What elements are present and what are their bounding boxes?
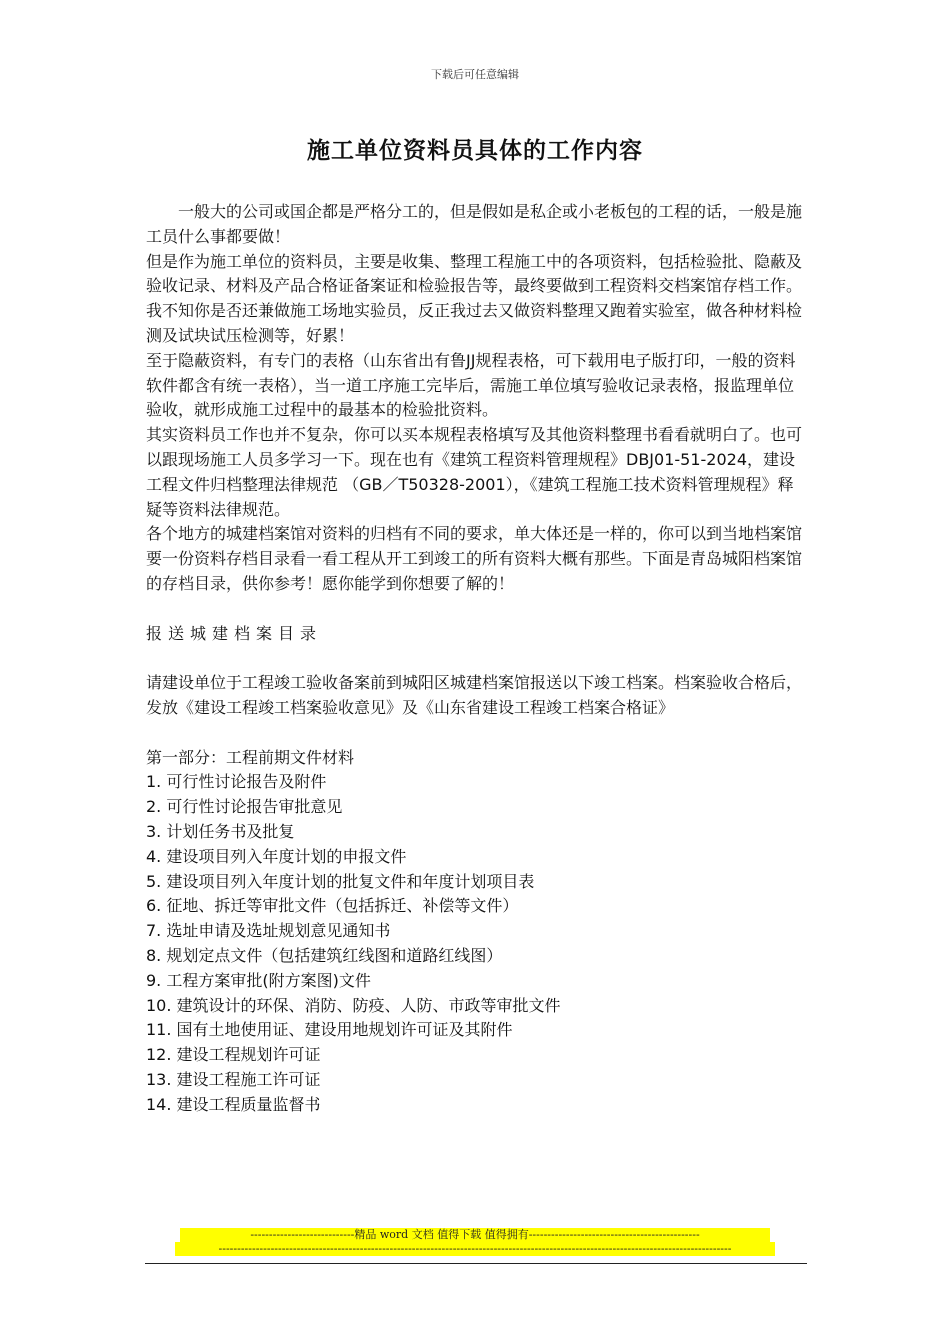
list-item: 13. 建设工程施工许可证 [146,1069,321,1089]
paragraph-6: 各个地方的城建档案馆对资料的归档有不同的要求，单大体还是一样的，你可以到当地档案馆要一份资料存档目录看一看工程从开工到竣工的所有资料大概有那些。下面是青岛城阳档案馆的存档目录，供你参考！愿你能学到你想要了解的！ [146,524,803,593]
section-heading: 报送城建档案目录 [146,623,323,643]
list-item: 2. 可行性讨论报告审批意见 [146,797,343,817]
part-heading: 第一部分：工程前期文件材料 [146,747,355,767]
paragraph-1: 一般大的公司或国企都是严格分工的，但是假如是私企或小老板包的工程的话，一般是施工员什么事都要做！ [146,202,803,246]
list-item: 10. 建筑设计的环保、消防、防疫、人防、市政等审批文件 [146,995,561,1015]
paragraph-2: 但是作为施工单位的资料员，主要是收集、整理工程施工中的各项资料，包括检验批、隐蔽及验收记录、材料及产品合格证备案证和检验报告等，最终要做到工程资料交档案馆存档工作。 [146,251,803,296]
list-item: 14. 建设工程质量监督书 [146,1094,321,1114]
footer-line-2: ------------------------------------------------------------------------------------------------------------------------------------------ [175,1242,775,1256]
list-item: 8. 规划定点文件（包括建筑红线图和道路红线图） [146,945,503,965]
footer-line-1: ----------------------------精品 word 文档 值得下载 值得拥有---------------------------------------------- [180,1228,770,1242]
list-item: 3. 计划任务书及批复 [146,821,295,841]
list-item: 11. 国有土地使用证、建设用地规划许可证及其附件 [146,1020,513,1040]
paragraph-5: 其实资料员工作也并不复杂，你可以买本规程表格填写及其他资料整理书看看就明白了。也可以跟现场施工人员多学习一下。现在也有《建筑工程资料管理规程》DBJ01-51-2024，建设工程文件归档整理法律规范 （GB／T50328-2001），《建筑工程施工技术资料管理规程》释疑等资料法律规范。 [146,425,803,519]
paragraph-4: 至于隐蔽资料，有专门的表格（山东省出有鲁JJ规程表格，可下载用电子版打印，一般的资料软件都含有统一表格），当一道工序施工完毕后，需施工单位填写验收记录表格，报监理单位验收，就形成施工过程中的最基本的检验批资料。 [146,350,796,420]
list-item: 6. 征地、拆迁等审批文件（包括拆迁、补偿等文件） [146,896,519,916]
list-item: 1. 可行性讨论报告及附件 [146,772,327,792]
document-list [146,770,808,1117]
list-item: 9. 工程方案审批(附方案图)文件 [146,970,371,990]
list-item: 4. 建设项目列入年度计划的申报文件 [146,846,407,866]
paragraph-3: 我不知你是否还兼做施工场地实验员，反正我过去又做资料整理又跑着实验室，做各种材料检测及试块试压检测等，好累！ [146,301,803,345]
header-note: 下载后可任意编辑 [431,68,519,81]
list-item: 7. 选址申请及选址规划意见通知书 [146,921,391,941]
list-item: 5. 建设项目列入年度计划的批复文件和年度计划项目表 [146,871,535,891]
document-title: 施工单位资料员具体的工作内容 [307,138,643,164]
intro-paragraph: 请建设单位于工程竣工验收备案前到城阳区城建档案馆报送以下竣工档案。档案验收合格后，发放《建设工程竣工档案验收意见》及《山东省建设工程竣工档案合格证》 [146,673,803,717]
list-item: 12. 建设工程规划许可证 [146,1045,321,1065]
document-body [146,200,808,1117]
footer-banner [0,1228,950,1256]
footer-divider [145,1263,807,1264]
